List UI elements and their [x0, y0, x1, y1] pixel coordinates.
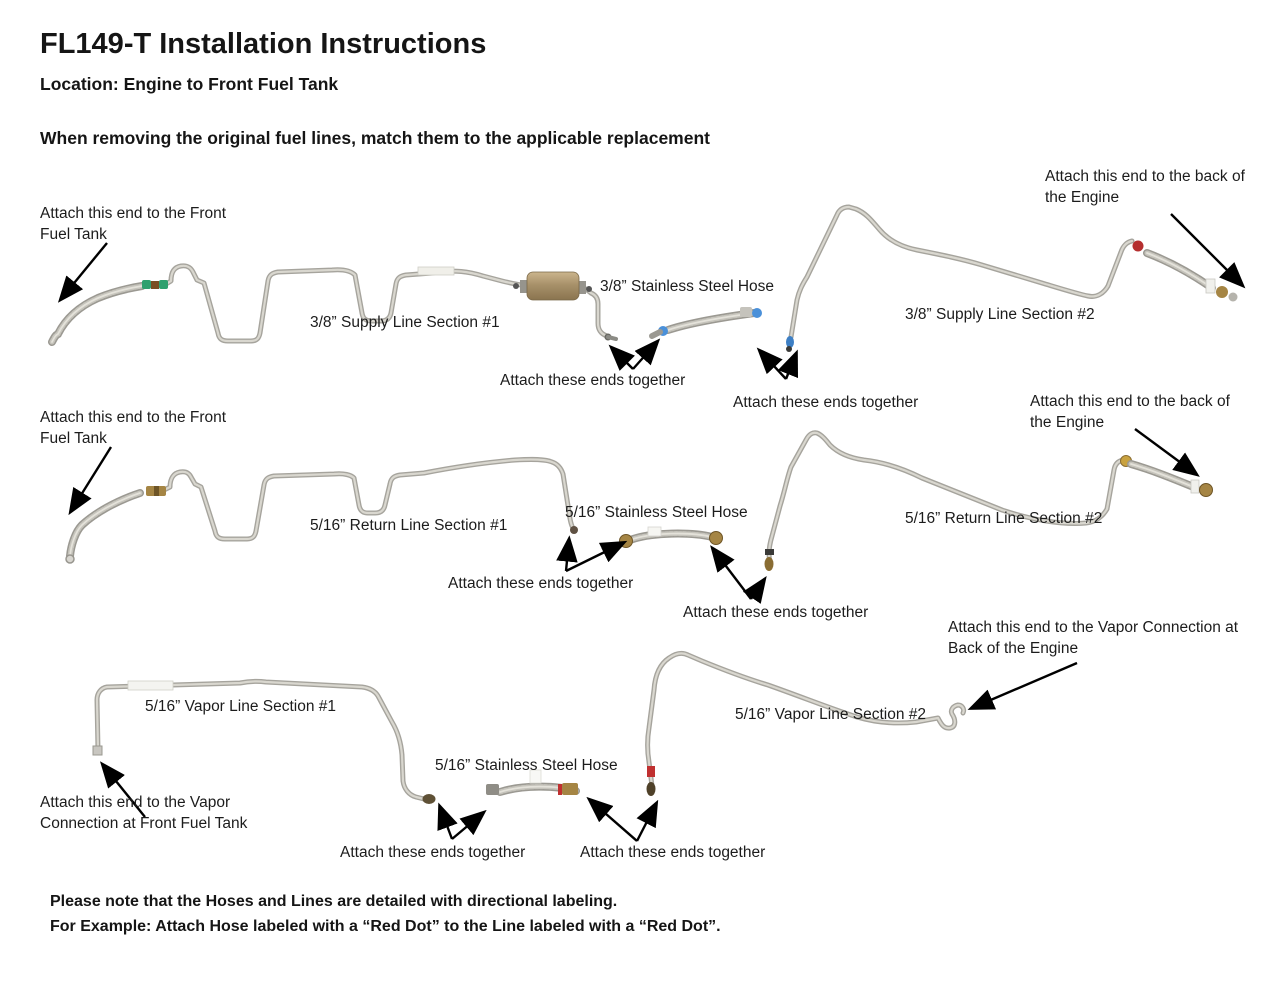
- red-dot-mark: [558, 784, 562, 795]
- supply-hose-label: 3/8” Stainless Steel Hose: [600, 278, 775, 295]
- line-sticker: [418, 267, 454, 275]
- return-hose-label: 5/16” Stainless Steel Hose: [565, 504, 748, 521]
- line-end-fitting: [647, 782, 656, 796]
- return-stainless-hose-drawing: [620, 527, 723, 548]
- return-line-section1-drawing: [66, 459, 578, 563]
- return-section1-label: 5/16” Return Line Section #1: [310, 517, 508, 534]
- supply-stainless-hose-drawing: [652, 307, 762, 336]
- blue-fitting: [752, 308, 762, 318]
- vapor-engine-end-label: Attach this end to the Vapor Connection at Back of the Engine: [948, 619, 1239, 657]
- supply-engine-end-label: Attach this end to the back of the Engine: [1045, 168, 1245, 206]
- page-title: FL149-T Installation Instructions: [40, 28, 487, 60]
- return-section2-label: 5/16” Return Line Section #2: [905, 510, 1103, 527]
- line-end-fitting: [66, 555, 74, 563]
- green-quick-connector: [142, 280, 168, 289]
- supply-attach-left-label: Attach these ends together: [500, 372, 686, 389]
- vapor-section2-label: 5/16” Vapor Line Section #2: [735, 706, 927, 723]
- hose-band: [1206, 279, 1215, 293]
- return-line-section2-drawing: [765, 433, 1213, 571]
- hose-band: [648, 527, 661, 536]
- brass-fitting: [1200, 484, 1213, 497]
- red-dot-mark: [647, 766, 655, 777]
- brass-fitting: [1216, 286, 1228, 298]
- footer-note-line1: Please note that the Hoses and Lines are detailed with directional labeling.: [50, 893, 618, 910]
- brass-fitting: [710, 532, 723, 545]
- vapor-attach-right-label: Attach these ends together: [580, 844, 766, 861]
- line-end-fitting: [423, 794, 436, 804]
- return-engine-end-label: Attach this end to the back of the Engine: [1030, 393, 1230, 431]
- hose-band: [1191, 480, 1199, 493]
- fuel-filter: [513, 272, 592, 300]
- vapor-attach-left-label: Attach these ends together: [340, 844, 526, 861]
- supply-tank-end-label: Attach this end to the Front Fuel Tank: [40, 205, 227, 243]
- supply-section2-label: 3/8” Supply Line Section #2: [905, 306, 1095, 323]
- supply-section1-label: 3/8” Supply Line Section #1: [310, 314, 500, 331]
- return-tank-end-label: Attach this end to the Front Fuel Tank: [40, 409, 227, 447]
- line-sticker: [128, 681, 173, 690]
- vapor-hose-label: 5/16” Stainless Steel Hose: [435, 757, 618, 774]
- return-attach-right-label: Attach these ends together: [683, 604, 869, 621]
- footer-note-line2: For Example: Attach Hose labeled with a “Red Dot” to the Line labeled with a “Red Dot”.: [50, 918, 721, 935]
- line-end-fitting: [570, 526, 578, 534]
- brass-fitting: [620, 535, 633, 548]
- supply-attach-right-label: Attach these ends together: [733, 394, 919, 411]
- brass-fitting: [765, 557, 774, 571]
- hose-fitting: [486, 784, 499, 795]
- return-attach-left-label: Attach these ends together: [448, 575, 634, 592]
- vapor-section1-label: 5/16” Vapor Line Section #1: [145, 698, 337, 715]
- supply-line-section2-drawing: [786, 207, 1238, 352]
- line-end-fitting: [93, 746, 102, 755]
- location-subtitle: Location: Engine to Front Fuel Tank: [40, 74, 339, 94]
- vapor-tank-end-label: Attach this end to the Vapor Connection at Front Fuel Tank: [40, 794, 248, 832]
- instruction-text: When removing the original fuel lines, match them to the applicable replacement: [40, 128, 710, 148]
- brass-fitting: [562, 783, 578, 795]
- red-dot-fitting: [1133, 241, 1144, 252]
